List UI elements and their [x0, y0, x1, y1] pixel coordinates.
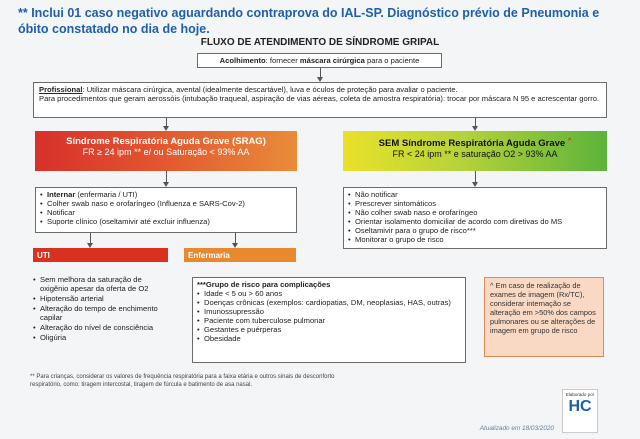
list-item: • Orientar isolamento domiciliar de acordo com diretivas do MS	[348, 217, 602, 226]
list-item: • Colher swab naso e orofaríngeo (Influenza e SARS-Cov-2)	[40, 199, 292, 208]
list-item: • Gestantes e puérperas	[197, 325, 461, 334]
sg-criteria: FR < 24 ipm ** e saturação O2 > 93% AA	[392, 149, 558, 160]
srag-actions-box	[35, 187, 297, 233]
uti-criteria	[33, 275, 168, 343]
logo-label: Elaborado por	[565, 392, 595, 397]
acolhimento-label: Acolhimento	[219, 56, 266, 65]
notice-text: ** Inclui 01 caso negativo aguardando contraprova do IAL-SP. Diagnóstico prévio de Pneumonia e óbito constatado no dia de hoje.	[18, 6, 600, 36]
sg-actions-box	[343, 187, 607, 249]
srag-actions-list	[40, 190, 292, 226]
profissional-box	[33, 82, 607, 118]
updated-date: Atualizado em 18/03/2020	[479, 425, 554, 432]
sg-title: SEM Síndrome Respiratória Aguda Grave	[378, 138, 566, 150]
list-item: • Não colher swab naso e orofaríngeo	[348, 208, 602, 217]
list-item: • Obesidade	[197, 334, 461, 343]
list-item: • Internar (enfermaria / UTI)	[40, 190, 292, 199]
list-item: • Oseltamivir para o grupo de risco***	[348, 226, 602, 235]
enfermaria-label: Enfermaria	[184, 248, 296, 262]
grupo-risco-list	[197, 289, 461, 343]
acolhimento-box	[197, 53, 442, 68]
sg-actions-list	[348, 190, 602, 244]
acolhimento-highlight: máscara cirúrgica	[299, 56, 365, 65]
flow-title: FLUXO DE ATENDIMENTO DE SÍNDROME GRIPAL	[200, 37, 440, 48]
list-item: • Alteração do tempo de enchimento capilar	[33, 304, 168, 322]
sg-title-mark: ^	[567, 138, 572, 144]
list-item: • Não notificar	[348, 190, 602, 199]
list-item: • Paciente com tuberculose pulmonar	[197, 316, 461, 325]
list-item: • Hipotensão arterial	[33, 294, 168, 303]
profissional-line1: : Utilizar máscara cirúrgica, avental (idealmente descartável), luva e óculos de proteção para avaliar o paciente.	[82, 85, 458, 94]
grupo-risco-title: ***Grupo de risco para complicações	[197, 280, 331, 289]
footnote: ** Para crianças, considerar os valores de frequência respiratória para a faixa etária e outros sinais de desconforto respiratório, como: tiragem intercostal, tiragem de fúrcula e batimento de asa nasal.	[30, 374, 335, 388]
profissional-line2: Para procedimentos que geram aerossóis (intubação traqueal, aspiração de vias aéreas, coleta de amostra respiratória): trocar por máscara N 95 e acrescentar gorro.	[39, 94, 600, 103]
srag-criteria: FR ≥ 24 ipm ** e/ ou Saturação < 93% AA	[82, 147, 250, 157]
sg-banner	[343, 131, 607, 171]
list-item: • Alteração do nível de consciência	[33, 323, 168, 332]
list-item: • Imunossupressão	[197, 307, 461, 316]
uti-label: UTI	[33, 248, 168, 262]
acolhimento-text-before: : fornecer	[265, 56, 300, 65]
imaging-note: ^ Em caso de realização de exames de imagem (Rx/TC), considerar internação se alteração em >50% dos campos pulmonares ou se alterações de imagem em grupo de risco	[484, 277, 604, 357]
hc-logo	[562, 389, 598, 433]
list-item: • Sem melhora da saturação de oxigênio apesar da oferta de O2	[33, 275, 168, 293]
srag-banner	[35, 131, 297, 171]
acolhimento-text-after: para o paciente	[364, 56, 420, 65]
profissional-label: Profissional	[39, 85, 83, 94]
list-item: • Suporte clínico (oseltamivir até excluir influenza)	[40, 217, 292, 226]
logo-mark: HC	[568, 398, 592, 415]
grupo-risco-box	[192, 277, 466, 363]
sg-title-wrap	[343, 137, 607, 148]
list-item: • Notificar	[40, 208, 292, 217]
srag-title: Síndrome Respiratória Aguda Grave (SRAG)	[66, 136, 266, 147]
list-item: • Oligúria	[33, 333, 168, 342]
list-item: • Doenças crônicas (exemplos: cardiopatias, DM, neoplasias, HAS, outras)	[197, 298, 461, 307]
list-item: • Monitorar o grupo de risco	[348, 235, 602, 244]
list-item: • Idade < 5 ou > 60 anos	[197, 289, 461, 298]
list-item: • Prescrever sintomáticos	[348, 199, 602, 208]
